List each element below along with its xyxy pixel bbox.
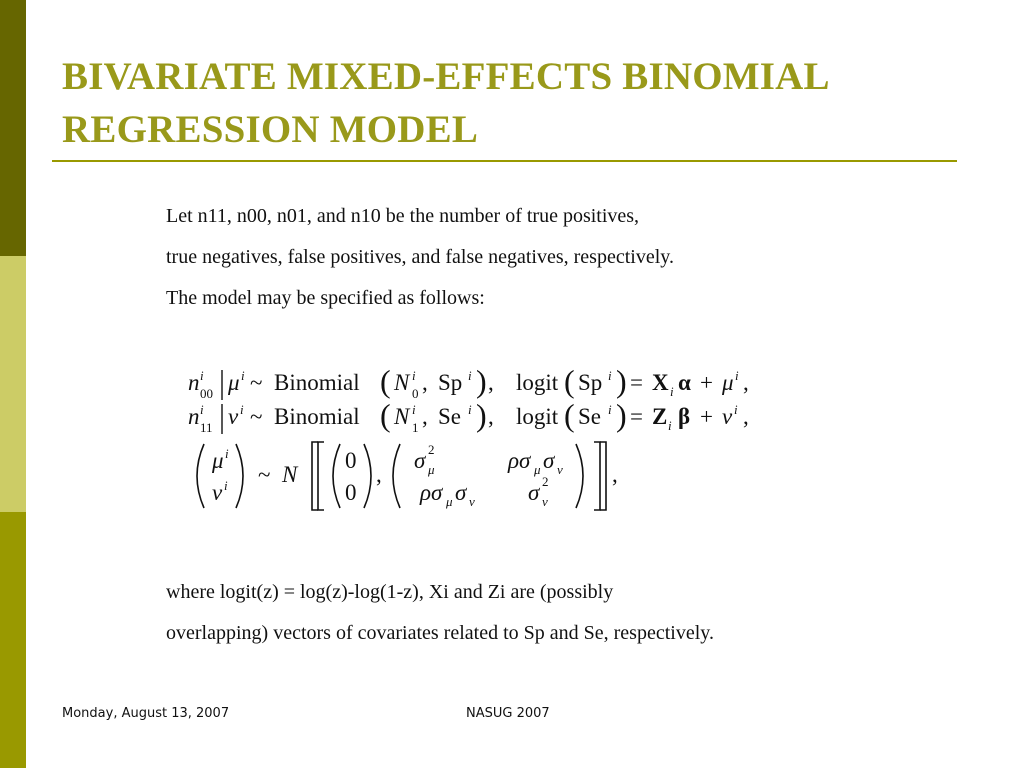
- outro-line-2: overlapping) vectors of covariates related to Sp and Se, respectively.: [166, 622, 714, 644]
- title-line-2: REGRESSION MODEL: [62, 108, 479, 151]
- svg-text:i: i: [200, 402, 204, 417]
- svg-text:i: i: [412, 368, 416, 383]
- intro-line-2: true negatives, false positives, and false negatives, respectively.: [166, 246, 674, 268]
- svg-text:i: i: [224, 478, 228, 493]
- svg-text:μ: μ: [534, 462, 541, 477]
- svg-text:(: (: [564, 363, 575, 399]
- svg-text:i: i: [608, 402, 612, 417]
- svg-text:): ): [616, 397, 627, 433]
- svg-text:ν: ν: [542, 494, 548, 509]
- svg-text:N: N: [394, 404, 410, 429]
- svg-text:σ: σ: [414, 448, 426, 473]
- model-equation: [188, 358, 828, 518]
- svg-text:(: (: [380, 363, 391, 399]
- svg-text:ρσ: ρσ: [420, 480, 443, 505]
- svg-text:,: ,: [422, 370, 428, 395]
- svg-text:i: i: [668, 418, 672, 433]
- title-underline: [52, 160, 957, 162]
- svg-text:σ: σ: [543, 448, 555, 473]
- svg-text:n: n: [188, 370, 200, 395]
- svg-text:(: (: [564, 397, 575, 433]
- sidebar-bar: [0, 0, 26, 768]
- svg-text:μ: μ: [722, 370, 734, 395]
- svg-text:i: i: [735, 368, 739, 383]
- intro-paragraph: [166, 196, 946, 319]
- svg-text:α: α: [678, 370, 691, 395]
- svg-text:μ: μ: [446, 494, 453, 509]
- svg-text:): ): [616, 363, 627, 399]
- svg-text:00: 00: [200, 386, 213, 401]
- svg-text:i: i: [412, 402, 416, 417]
- svg-text:,: ,: [743, 404, 749, 429]
- svg-text:σ: σ: [455, 480, 467, 505]
- svg-text:ν: ν: [212, 480, 223, 505]
- sidebar-block-mid: [0, 512, 26, 768]
- svg-text:i: i: [200, 368, 204, 383]
- svg-text:i: i: [608, 368, 612, 383]
- svg-text:ρσ: ρσ: [508, 448, 531, 473]
- svg-text:ν: ν: [469, 494, 475, 509]
- svg-text:μ: μ: [212, 448, 224, 473]
- svg-text:+: +: [700, 370, 713, 395]
- se-label-2: Se: [578, 404, 601, 429]
- logit-label-1: logit: [516, 370, 559, 395]
- svg-text:,: ,: [488, 404, 494, 429]
- svg-text:): ): [476, 397, 487, 433]
- sidebar-block-light: [0, 256, 26, 512]
- svg-text:(: (: [380, 397, 391, 433]
- intro-line-1: Let n11, n00, n01, and n10 be the number of true positives,: [166, 205, 640, 227]
- svg-text:,: ,: [612, 462, 618, 487]
- svg-text:i: i: [241, 368, 245, 383]
- footer-date: Monday, August 13, 2007: [62, 706, 230, 721]
- svg-text:β: β: [678, 404, 691, 429]
- explanation-paragraph: [166, 572, 946, 654]
- svg-text:i: i: [240, 402, 244, 417]
- svg-text:=: =: [630, 404, 643, 429]
- mean-zero-1: 0: [345, 448, 357, 473]
- svg-text:+: +: [700, 404, 713, 429]
- svg-text:2: 2: [542, 474, 549, 489]
- svg-text:i: i: [734, 402, 738, 417]
- svg-text:μ: μ: [228, 370, 240, 395]
- svg-text:i: i: [468, 402, 472, 417]
- svg-text:~: ~: [250, 404, 263, 429]
- svg-text:ν: ν: [228, 404, 239, 429]
- mean-zero-2: 0: [345, 480, 357, 505]
- svg-text:~: ~: [250, 370, 263, 395]
- svg-text:μ: μ: [428, 462, 435, 477]
- binomial-label-1: Binomial: [274, 370, 360, 395]
- svg-text:~: ~: [258, 462, 271, 487]
- footer-conference: NASUG 2007: [466, 706, 550, 721]
- title-line-1: BIVARIATE MIXED-EFFECTS BINOMIAL: [62, 55, 830, 98]
- se-label-1: Se: [438, 404, 461, 429]
- svg-text:,: ,: [488, 370, 494, 395]
- svg-text:N: N: [282, 462, 298, 487]
- svg-text:ν: ν: [722, 404, 733, 429]
- svg-text:2: 2: [428, 442, 435, 457]
- svg-text:0: 0: [412, 386, 419, 401]
- svg-text:i: i: [468, 368, 472, 383]
- sp-label-1: Sp: [438, 370, 463, 395]
- svg-text:1: 1: [412, 420, 419, 435]
- svg-text:,: ,: [376, 462, 382, 487]
- svg-text:,: ,: [743, 370, 749, 395]
- slide-title: [62, 50, 982, 156]
- svg-text:i: i: [670, 384, 674, 399]
- sidebar-block-dark: [0, 0, 26, 256]
- svg-text:): ): [476, 363, 487, 399]
- svg-text:11: 11: [200, 420, 213, 435]
- svg-text:X: X: [652, 370, 669, 395]
- sp-label-2: Sp: [578, 370, 603, 395]
- logit-label-2: logit: [516, 404, 559, 429]
- intro-line-3: The model may be specified as follows:: [166, 287, 485, 309]
- svg-text:ν: ν: [557, 462, 563, 477]
- svg-text:,: ,: [422, 404, 428, 429]
- svg-text:N: N: [394, 370, 410, 395]
- svg-text:=: =: [630, 370, 643, 395]
- svg-text:Z: Z: [652, 404, 668, 429]
- svg-text:σ: σ: [528, 480, 540, 505]
- outro-line-1: where logit(z) = log(z)-log(1-z), Xi and Zi are (possibly: [166, 581, 614, 603]
- svg-text:n: n: [188, 404, 200, 429]
- binomial-label-2: Binomial: [274, 404, 360, 429]
- svg-text:i: i: [225, 446, 229, 461]
